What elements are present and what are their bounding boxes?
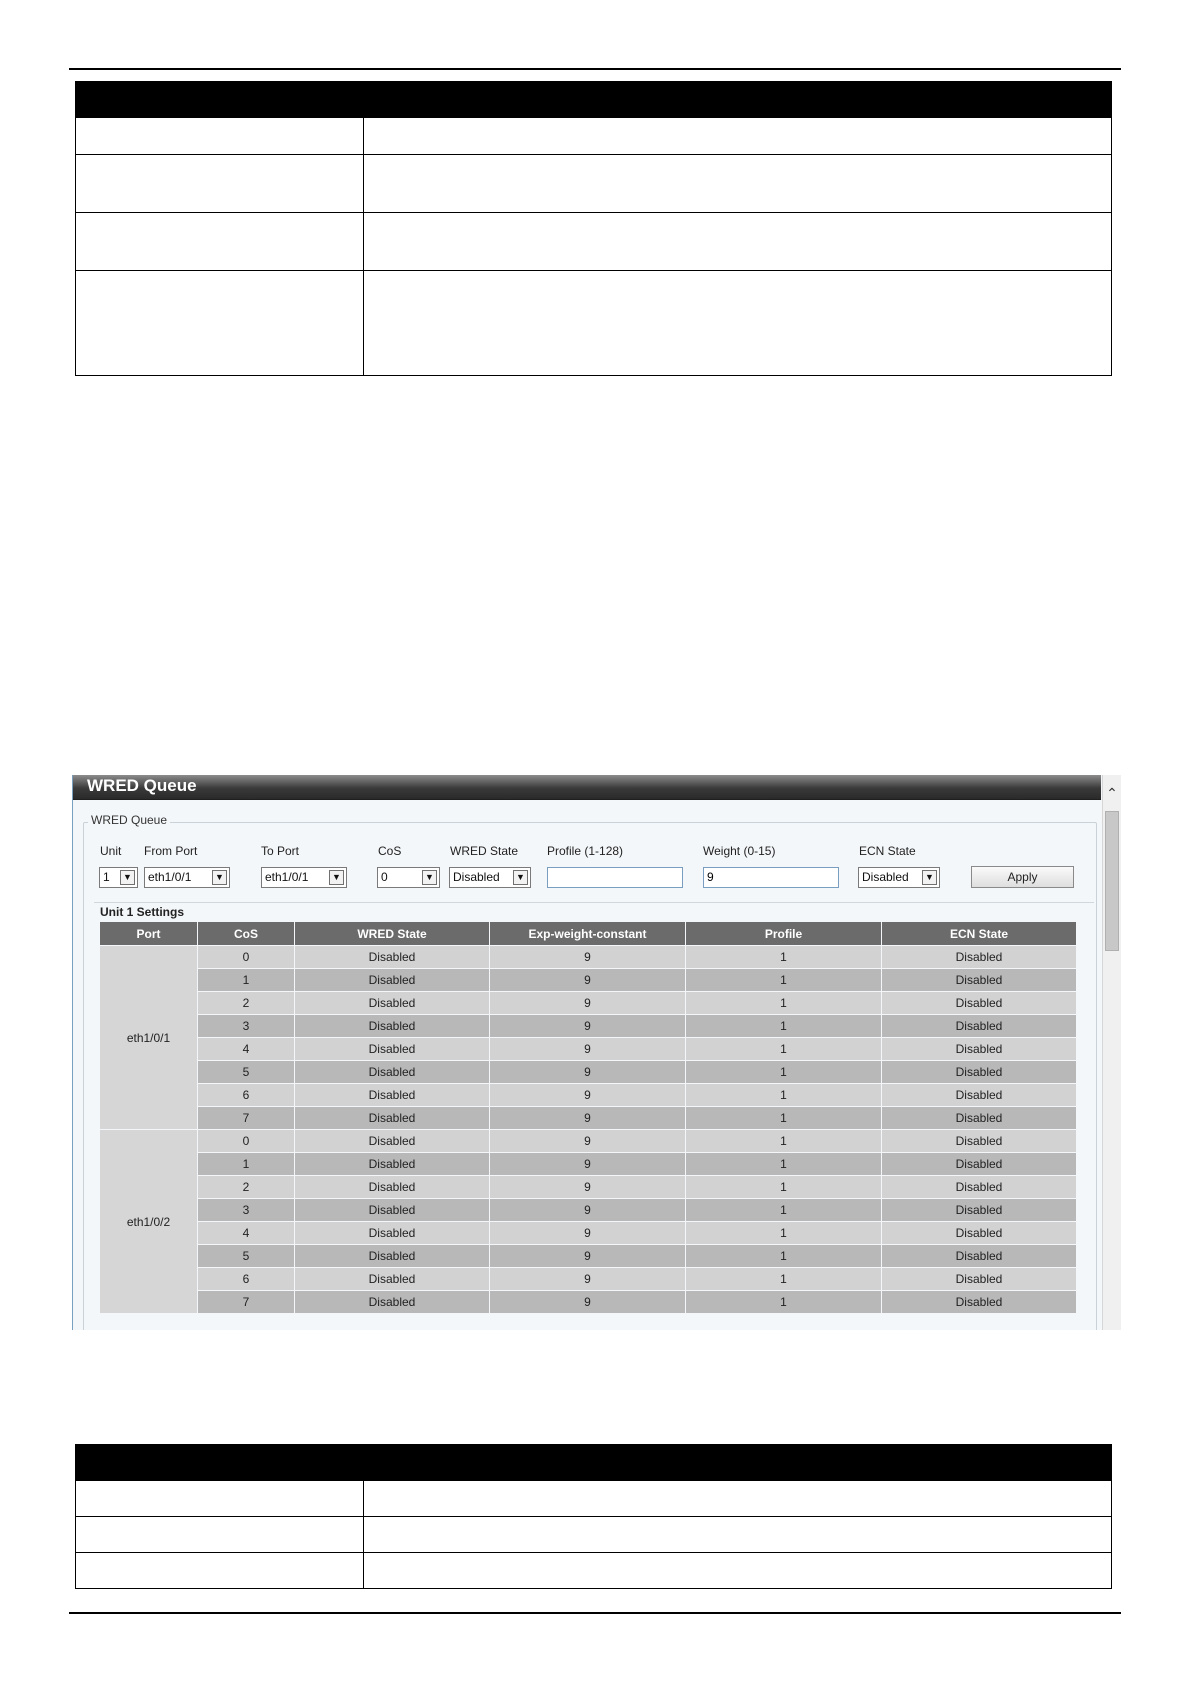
cos-cell: 0 xyxy=(198,1130,295,1153)
table-cell xyxy=(364,118,1112,155)
window-title: WRED Queue xyxy=(87,776,197,795)
cos-value: 0 xyxy=(381,870,388,884)
fieldset-legend: WRED Queue xyxy=(88,813,170,827)
profile-cell: 1 xyxy=(686,1176,882,1199)
col-header-wred-state: WRED State xyxy=(295,922,490,946)
profile-cell: 1 xyxy=(686,992,882,1015)
col-header-port: Port xyxy=(100,922,198,946)
profile-cell: 1 xyxy=(686,1130,882,1153)
cos-cell: 7 xyxy=(198,1107,295,1130)
table-cell xyxy=(76,1553,364,1589)
settings-divider xyxy=(94,902,1094,903)
settings-header-row xyxy=(100,922,1077,946)
footer-rule xyxy=(69,1612,1121,1614)
cos-label: CoS xyxy=(378,844,402,858)
to-port-select[interactable] xyxy=(261,867,347,888)
profile-cell: 1 xyxy=(686,1015,882,1038)
port-cell: eth1/0/2 xyxy=(100,1130,198,1314)
exp-weight-constant-cell: 9 xyxy=(490,1107,686,1130)
table-cell xyxy=(364,1481,1112,1517)
table-header-cell xyxy=(76,82,364,118)
exp-weight-constant-cell: 9 xyxy=(490,1153,686,1176)
unit-value: 1 xyxy=(103,870,110,884)
table-header-cell xyxy=(364,82,1112,118)
wred-state-cell: Disabled xyxy=(295,1015,490,1038)
table-row xyxy=(100,992,1077,1015)
table-row xyxy=(100,946,1077,969)
exp-weight-constant-cell: 9 xyxy=(490,1015,686,1038)
exp-weight-constant-cell: 9 xyxy=(490,1038,686,1061)
wred-state-cell: Disabled xyxy=(295,1084,490,1107)
wred-state-cell: Disabled xyxy=(295,1038,490,1061)
ecn-state-cell: Disabled xyxy=(882,1268,1077,1291)
ecn-state-cell: Disabled xyxy=(882,1061,1077,1084)
table-cell xyxy=(364,1553,1112,1589)
exp-weight-constant-cell: 9 xyxy=(490,1061,686,1084)
ecn-state-cell: Disabled xyxy=(882,946,1077,969)
table-header-cell xyxy=(364,1445,1112,1481)
exp-weight-constant-cell: 9 xyxy=(490,1199,686,1222)
chevron-down-icon[interactable]: ▼ xyxy=(212,870,227,885)
vertical-scrollbar[interactable] xyxy=(1102,775,1121,1330)
profile-cell: 1 xyxy=(686,969,882,992)
wred-state-cell: Disabled xyxy=(295,969,490,992)
profile-cell: 1 xyxy=(686,1245,882,1268)
table-cell xyxy=(76,118,364,155)
wred-state-cell: Disabled xyxy=(295,1176,490,1199)
unit-select[interactable] xyxy=(99,867,138,888)
cos-cell: 2 xyxy=(198,1176,295,1199)
table-row xyxy=(100,1245,1077,1268)
wred-state-cell: Disabled xyxy=(295,992,490,1015)
weight-input[interactable]: 9 xyxy=(703,867,839,888)
table-cell xyxy=(76,1481,364,1517)
wred-state-select[interactable] xyxy=(449,867,531,888)
cos-cell: 2 xyxy=(198,992,295,1015)
table-row xyxy=(100,1107,1077,1130)
profile-label: Profile (1-128) xyxy=(547,844,624,858)
wred-state-cell: Disabled xyxy=(295,1268,490,1291)
profile-cell: 1 xyxy=(686,1061,882,1084)
ecn-state-cell: Disabled xyxy=(882,1291,1077,1314)
table-row xyxy=(100,1291,1077,1314)
table-row xyxy=(100,969,1077,992)
wred-state-cell: Disabled xyxy=(295,1199,490,1222)
col-header-exp-weight-constant: Exp-weight-constant xyxy=(490,922,686,946)
table-row xyxy=(100,1222,1077,1245)
cos-select[interactable] xyxy=(377,867,440,888)
profile-cell: 1 xyxy=(686,1038,882,1061)
chevron-down-icon[interactable]: ▼ xyxy=(422,870,437,885)
profile-cell: 1 xyxy=(686,1268,882,1291)
profile-cell: 1 xyxy=(686,1153,882,1176)
wred-state-cell: Disabled xyxy=(295,946,490,969)
wred-state-value: Disabled xyxy=(453,870,500,884)
ecn-state-cell: Disabled xyxy=(882,1038,1077,1061)
exp-weight-constant-cell: 9 xyxy=(490,1130,686,1153)
table-cell xyxy=(76,1517,364,1553)
chevron-down-icon[interactable]: ▼ xyxy=(120,870,135,885)
ecn-state-value: Disabled xyxy=(862,870,909,884)
table-cell xyxy=(364,271,1112,376)
apply-button[interactable]: Apply xyxy=(971,866,1074,888)
table-header-cell xyxy=(76,1445,364,1481)
chevron-down-icon[interactable]: ▼ xyxy=(513,870,528,885)
chevron-down-icon[interactable]: ▼ xyxy=(922,870,937,885)
cos-cell: 5 xyxy=(198,1245,295,1268)
ecn-state-select[interactable] xyxy=(858,867,940,888)
table-row xyxy=(100,1015,1077,1038)
table-row xyxy=(100,1061,1077,1084)
table-cell xyxy=(364,213,1112,271)
profile-input[interactable] xyxy=(547,867,683,888)
table-row xyxy=(100,1038,1077,1061)
ecn-state-cell: Disabled xyxy=(882,1084,1077,1107)
table-row xyxy=(100,1268,1077,1291)
exp-weight-constant-cell: 9 xyxy=(490,992,686,1015)
exp-weight-constant-cell: 9 xyxy=(490,1291,686,1314)
ecn-state-cell: Disabled xyxy=(882,1199,1077,1222)
wred-state-cell: Disabled xyxy=(295,1130,490,1153)
ecn-state-cell: Disabled xyxy=(882,992,1077,1015)
wred-state-cell: Disabled xyxy=(295,1222,490,1245)
cos-cell: 4 xyxy=(198,1038,295,1061)
exp-weight-constant-cell: 9 xyxy=(490,969,686,992)
cos-cell: 3 xyxy=(198,1015,295,1038)
cos-cell: 1 xyxy=(198,969,295,992)
table-row xyxy=(100,1199,1077,1222)
exp-weight-constant-cell: 9 xyxy=(490,1176,686,1199)
wred-state-cell: Disabled xyxy=(295,1061,490,1084)
table-row xyxy=(100,1176,1077,1199)
from-port-value: eth1/0/1 xyxy=(148,870,192,884)
cos-cell: 5 xyxy=(198,1061,295,1084)
cos-cell: 4 xyxy=(198,1222,295,1245)
wred-state-cell: Disabled xyxy=(295,1107,490,1130)
to-port-value: eth1/0/1 xyxy=(265,870,309,884)
from-port-select[interactable] xyxy=(144,867,230,888)
port-cell: eth1/0/1 xyxy=(100,946,198,1130)
table-row xyxy=(100,1130,1077,1153)
window-titlebar xyxy=(73,775,1101,800)
top-parameter-table xyxy=(75,81,1112,376)
cos-cell: 6 xyxy=(198,1268,295,1291)
unit-label: Unit xyxy=(100,844,122,858)
ecn-state-cell: Disabled xyxy=(882,1107,1077,1130)
wred-state-cell: Disabled xyxy=(295,1291,490,1314)
ecn-state-cell: Disabled xyxy=(882,1015,1077,1038)
ecn-state-cell: Disabled xyxy=(882,1153,1077,1176)
from-port-label: From Port xyxy=(144,844,198,858)
bottom-parameter-table xyxy=(75,1444,1112,1589)
wred-state-cell: Disabled xyxy=(295,1153,490,1176)
profile-cell: 1 xyxy=(686,1199,882,1222)
col-header-cos: CoS xyxy=(198,922,295,946)
col-header-ecn-state: ECN State xyxy=(882,922,1077,946)
wred-state-label: WRED State xyxy=(450,844,519,858)
ecn-state-cell: Disabled xyxy=(882,1222,1077,1245)
exp-weight-constant-cell: 9 xyxy=(490,1222,686,1245)
ecn-state-cell: Disabled xyxy=(882,1176,1077,1199)
table-row xyxy=(100,1084,1077,1107)
settings-body xyxy=(100,946,1077,1314)
ecn-state-cell: Disabled xyxy=(882,1245,1077,1268)
exp-weight-constant-cell: 9 xyxy=(490,1245,686,1268)
wred-queue-window xyxy=(72,775,1121,1330)
table-cell xyxy=(76,213,364,271)
settings-table xyxy=(99,921,1077,1314)
ecn-state-cell: Disabled xyxy=(882,969,1077,992)
weight-label: Weight (0-15) xyxy=(703,844,776,858)
wred-state-cell: Disabled xyxy=(295,1245,490,1268)
cos-cell: 3 xyxy=(198,1199,295,1222)
exp-weight-constant-cell: 9 xyxy=(490,1268,686,1291)
ecn-state-cell: Disabled xyxy=(882,1130,1077,1153)
settings-title: Unit 1 Settings xyxy=(100,905,185,919)
ecn-state-label: ECN State xyxy=(859,844,916,858)
table-row xyxy=(100,1153,1077,1176)
profile-cell: 1 xyxy=(686,1222,882,1245)
profile-cell: 1 xyxy=(686,946,882,969)
table-cell xyxy=(364,155,1112,213)
table-cell xyxy=(76,271,364,376)
profile-cell: 1 xyxy=(686,1291,882,1314)
profile-cell: 1 xyxy=(686,1084,882,1107)
exp-weight-constant-cell: 9 xyxy=(490,946,686,969)
table-cell xyxy=(364,1517,1112,1553)
table-cell xyxy=(76,155,364,213)
cos-cell: 6 xyxy=(198,1084,295,1107)
profile-cell: 1 xyxy=(686,1107,882,1130)
exp-weight-constant-cell: 9 xyxy=(490,1084,686,1107)
col-header-profile: Profile xyxy=(686,922,882,946)
scrollbar-thumb[interactable] xyxy=(1105,811,1119,951)
cos-cell: 0 xyxy=(198,946,295,969)
to-port-label: To Port xyxy=(261,844,300,858)
cos-cell: 7 xyxy=(198,1291,295,1314)
chevron-down-icon[interactable]: ▼ xyxy=(329,870,344,885)
header-rule xyxy=(69,68,1121,70)
cos-cell: 1 xyxy=(198,1153,295,1176)
scroll-up-icon[interactable]: ⌃ xyxy=(1106,785,1118,801)
